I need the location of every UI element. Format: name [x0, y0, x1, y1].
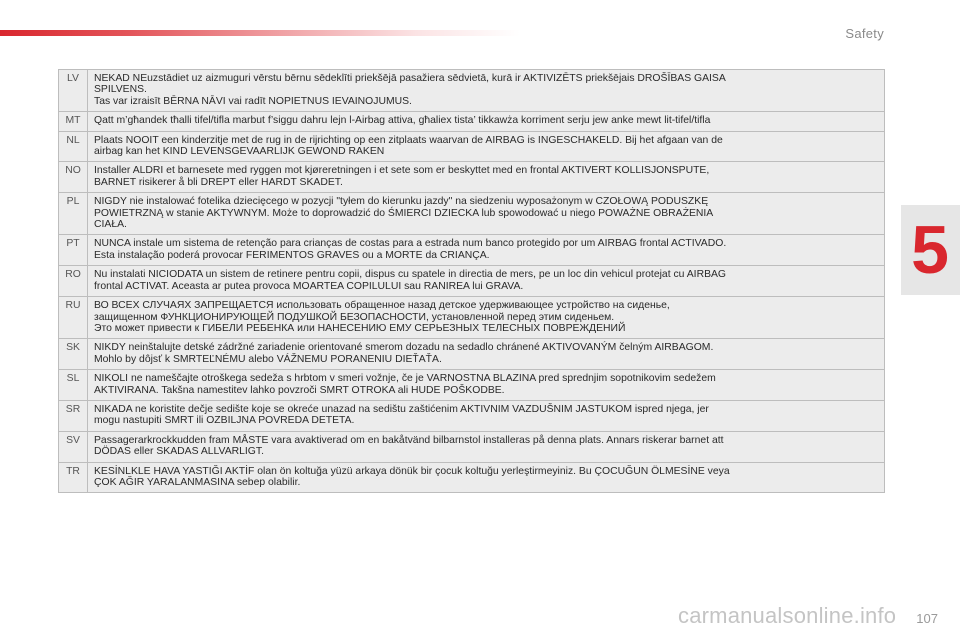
language-code: PT: [59, 235, 88, 266]
warning-row-pl: [59, 193, 885, 235]
language-code: NL: [59, 131, 88, 162]
warning-text: Installer ALDRI et barnesete med ryggen mot kjøreretningen i et sete som er beskyttet med en frontal AKTIVERT KOLLISJONSPUTE, BARNET risikerer å bli DREPT eller HARDT SKADET.: [88, 162, 885, 193]
warning-text: NIKDY neinštalujte detské zádržné zariadenie orientované smerom dozadu na sedadlo chránené AKTIVOVANÝM čelným AIRBAGOM. Mohlo by dôjsť k SMRTEĽNÉMU alebo VÁŽNEMU PORANENIU DIEŤAŤA.: [88, 339, 885, 370]
language-code: RU: [59, 297, 88, 339]
language-code: LV: [59, 70, 88, 112]
section-color-bar: [0, 30, 520, 36]
language-code: PL: [59, 193, 88, 235]
chapter-number: 5: [911, 212, 949, 288]
warning-row-sl: [59, 370, 885, 401]
language-code: SR: [59, 400, 88, 431]
warning-row-sk: [59, 339, 885, 370]
warning-text: ВО ВСЕХ СЛУЧАЯХ ЗАПРЕЩАЕТСЯ использовать обращенное назад детское удерживающее устройство на сиденье, защищенном ФУНКЦИОНИРУЮЩЕЙ ПОДУШКОЙ БЕЗОПАСНОСТИ, установленной перед этим сиденьем. Это может привести к ГИБЕЛИ РЕБЕНКА или НАНЕСЕНИЮ ЕМУ СЕРЬЕЗНЫХ ТЕЛЕСНЫХ ПОВРЕЖДЕНИЙ: [88, 297, 885, 339]
language-code: SK: [59, 339, 88, 370]
warning-text: Qatt m’għandek tħalli tifel/tifla marbut f’siggu dahru lejn l-Airbag attiva, għaliex tista’ tikkawża korriment serju jew anke mewt lit-tifel/tifla: [88, 112, 885, 131]
warning-text: NIGDY nie instalować fotelika dziecięcego w pozycji "tyłem do kierunku jazdy" na siedzeniu wyposażonym w CZOŁOWĄ PODUSZKĘ POWIETRZNĄ w stanie AKTYWNYM. Może to doprowadzić do ŚMIERCI DZIECKA lub spowodować u niego POWAŻNE OBRAŻENIA CIAŁA.: [88, 193, 885, 235]
language-code: SL: [59, 370, 88, 401]
section-title: Safety: [845, 26, 884, 41]
page-number: 107: [916, 611, 938, 626]
warning-row-tr: [59, 462, 885, 493]
warning-text: NUNCA instale um sistema de retenção para crianças de costas para a estrada num banco protegido por um AIRBAG frontal ACTIVADO. Esta instalação poderá provocar FERIMENTOS GRAVES ou a MORTE da CRIANÇA.: [88, 235, 885, 266]
warning-row-lv: [59, 70, 885, 112]
warning-row-sv: [59, 431, 885, 462]
warning-row-ru: [59, 297, 885, 339]
warning-row-sr: [59, 400, 885, 431]
language-code: MT: [59, 112, 88, 131]
warning-text: KESİNLKLE HAVA YASTIĞI AKTİF olan ön koltuğa yüzü arkaya dönük bir çocuk koltuğu yerleştirmeyiniz. Bu ÇOCUĞUN ÖLMESİNE veya ÇOK AĞIR YARALANMASINA sebep olabilir.: [88, 462, 885, 493]
warning-text: Nu instalati NICIODATA un sistem de retinere pentru copii, dispus cu spatele in directia de mers, pe un loc din vehicul protejat cu AIRBAG frontal ACTIVAT. Aceasta ar putea provoca MOARTEA COPILULUI sau RANIREA lui GRAVA.: [88, 266, 885, 297]
warning-text: Passagerarkrockkudden fram MÅSTE vara avaktiverad om en bakåtvänd bilbarnstol installeras på denna plats. Annars riskerar barnet att DÖDAS eller SKADAS ALLVARLIGT.: [88, 431, 885, 462]
warning-text: NIKADA ne koristite dečje sedište koje se okreće unazad na sedištu zaštićenim AKTIVNIM VAZDUŠNIM JASTUKOM ispred njega, jer mogu nastupiti SMRT ili OZBILJNA POVREDA DETETA.: [88, 400, 885, 431]
warning-row-mt: [59, 112, 885, 131]
warning-text: NIKOLI ne nameščajte otroškega sedeža s hrbtom v smeri vožnje, če je VARNOSTNA BLAZINA pred sprednjim sopotnikovim sedežem AKTIVIRANA. Takšna namestitev lahko povzroči SMRT OTROKA ali HUDE POŠKODBE.: [88, 370, 885, 401]
language-code: NO: [59, 162, 88, 193]
language-code: TR: [59, 462, 88, 493]
warning-text: NEKAD NEuzstādiet uz aizmuguri vērstu bērnu sēdeklīti priekšējā pasažiera sēdvietā, kurā ir AKTIVIZĒTS priekšējais DROŠĪBAS GAISA SPILVENS. Tas var izraisīt BĒRNA NĀVI vai radīt NOPIETNUS IEVAINOJUMUS.: [88, 70, 885, 112]
warning-row-no: [59, 162, 885, 193]
language-code: RO: [59, 266, 88, 297]
warning-text: Plaats NOOIT een kinderzitje met de rug in de rijrichting op een zitplaats waarvan de AIRBAG is INGESCHAKELD. Bij het afgaan van de airbag kan het KIND LEVENSGEVAARLIJK GEWOND RAKEN: [88, 131, 885, 162]
language-code: SV: [59, 431, 88, 462]
airbag-warning-table: [58, 69, 885, 493]
watermark: carmanualsonline.info: [678, 603, 897, 628]
warning-row-nl: [59, 131, 885, 162]
warning-row-pt: [59, 235, 885, 266]
warning-row-ro: [59, 266, 885, 297]
